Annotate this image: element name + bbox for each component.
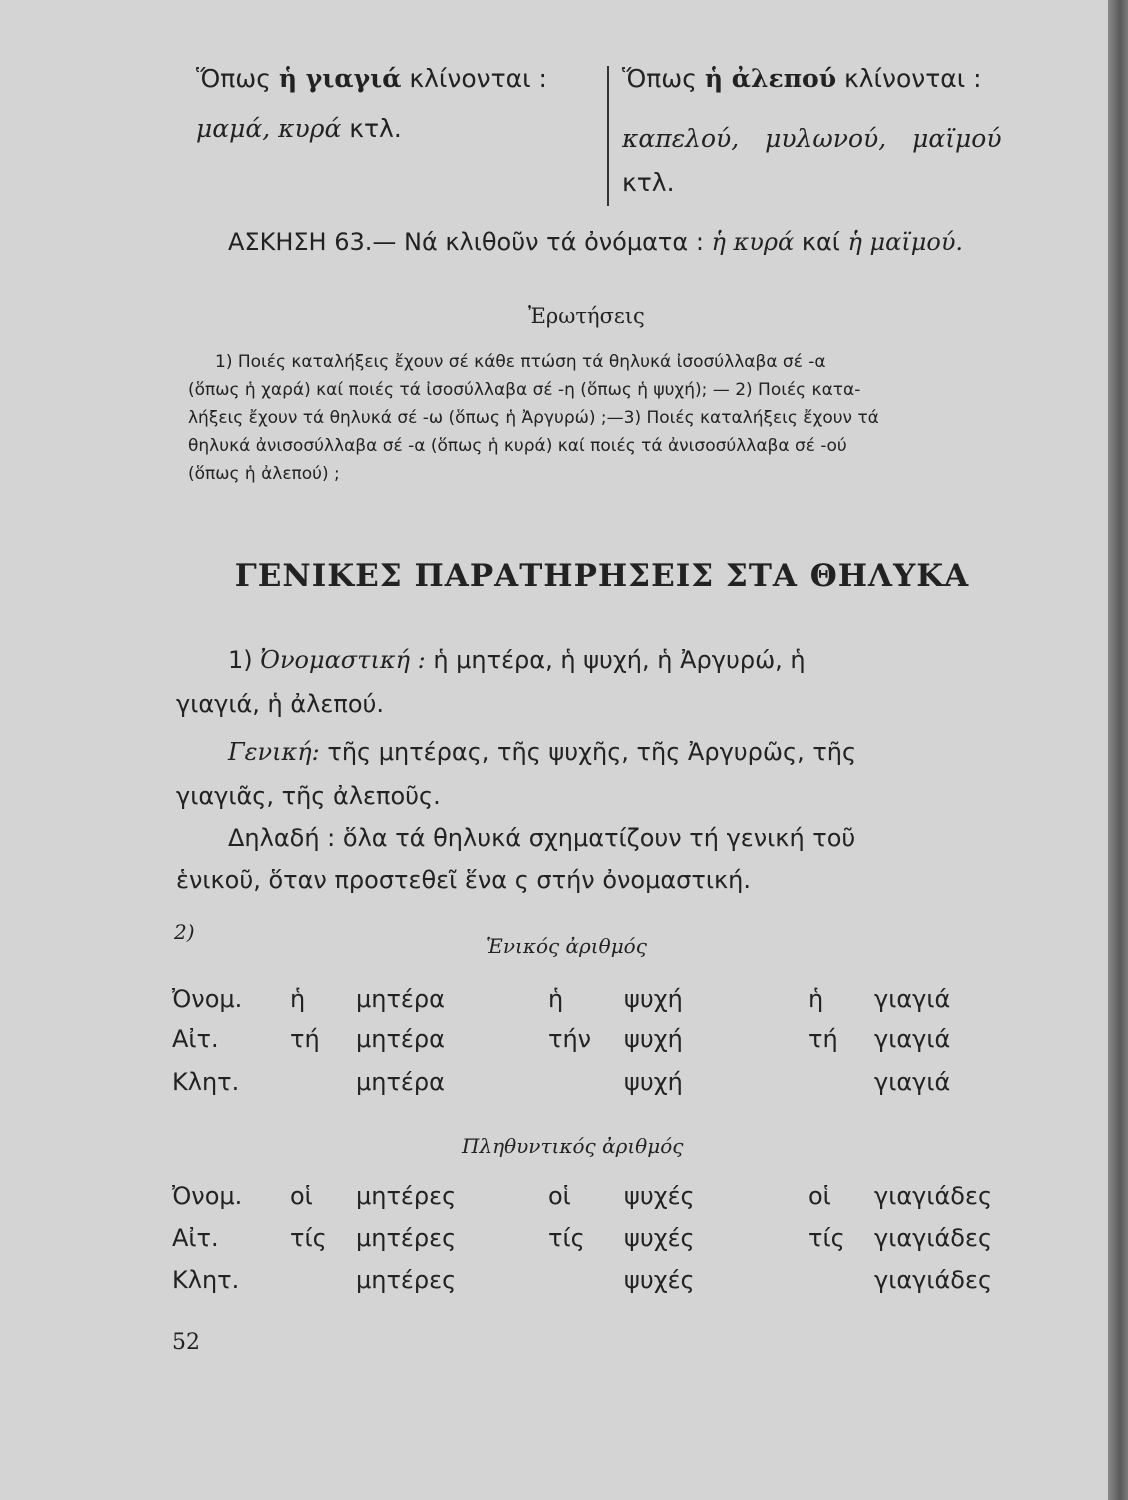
question-line-5: (ὅπως ἡ ἀλεπού) ;: [188, 464, 340, 484]
table-article: ἡ: [290, 985, 306, 1013]
table-case: Αἰτ.: [172, 1224, 219, 1252]
table-noun: μητέρες: [356, 1266, 457, 1294]
table-noun: γιαγιά: [874, 1025, 951, 1053]
table-article: τίς: [290, 1224, 327, 1252]
table-article: τίς: [808, 1224, 845, 1252]
table-noun: ψυχή: [624, 1068, 683, 1096]
top-right-line3: κτλ.: [622, 168, 675, 197]
table-article: τήν: [548, 1025, 592, 1053]
table-case: Ὀνομ.: [172, 985, 243, 1013]
questions-title: Ἐρωτήσεις: [528, 304, 645, 328]
question-line-3: λήξεις ἔχουν τά θηλυκά σέ -ω (ὅπως ἡ Ἀργυρώ) ;—3) Ποιές καταλήξεις ἔχουν τά: [188, 408, 879, 428]
top-right-line2: καπελού, μυλωνού, μαϊμού: [622, 124, 1002, 153]
table-noun: μητέρες: [356, 1224, 457, 1252]
book-binding: [1108, 0, 1128, 1500]
nominative-line2: γιαγιά, ἡ ἀλεπού.: [176, 690, 385, 718]
table-article: τή: [808, 1025, 838, 1053]
table-noun: ψυχές: [624, 1266, 695, 1294]
conclusion-line1: Δηλαδή : ὅλα τά θηλυκά σχηματίζουν τή γενική τοῦ: [228, 824, 856, 852]
table-noun: μητέρα: [356, 1025, 445, 1053]
genitive-line2: γιαγιᾶς, τῆς ἀλεποῦς.: [176, 782, 441, 810]
table-noun: γιαγιάδες: [874, 1182, 993, 1210]
genitive-line1: Γενική: τῆς μητέρας, τῆς ψυχῆς, τῆς Ἀργυρῶς, τῆς: [228, 738, 857, 766]
table-article: ἡ: [548, 985, 564, 1013]
table-noun: γιαγιά: [874, 1068, 951, 1096]
table-noun: ψυχή: [624, 985, 683, 1013]
table-case: Κλητ.: [172, 1068, 240, 1096]
question-line-4: θηλυκά ἀνισοσύλλαβα σέ -α (ὅπως ἡ κυρά) καί ποιές τά ἀνισοσύλλαβα σέ -ού: [188, 436, 847, 456]
table-noun: γιαγιά: [874, 985, 951, 1013]
table-case: Ὀνομ.: [172, 1182, 243, 1210]
table-article: τίς: [548, 1224, 585, 1252]
section-heading: ΓΕΝΙΚΕΣ ΠΑΡΑΤΗΡΗΣΕΙΣ ΣΤΑ ΘΗΛΥΚΑ: [234, 558, 970, 594]
singular-title: Ἑνικός ἀριθμός: [486, 934, 647, 958]
table-noun: ψυχές: [624, 1224, 695, 1252]
page-number: 52: [172, 1330, 200, 1355]
column-divider: [607, 66, 609, 206]
top-left-line2: μαμά, κυρά κτλ.: [196, 114, 402, 143]
table-noun: μητέρα: [356, 1068, 445, 1096]
conclusion-line2: ἑνικοῦ, ὅταν προστεθεῖ ἕνα ς στήν ὀνομαστική.: [176, 866, 751, 894]
nominative-line1: 1) Ὀνομαστική : ἡ μητέρα, ἡ ψυχή, ἡ Ἀργυρώ, ἡ: [228, 646, 806, 674]
plural-title: Πληθυντικός ἀριθμός: [462, 1134, 684, 1158]
table-article: οἱ: [808, 1182, 831, 1210]
table-article: ἡ: [808, 985, 824, 1013]
top-left-line1: Ὅπως ἡ γιαγιά κλίνονται :: [196, 64, 547, 93]
exercise-63: ΑΣΚΗΣΗ 63.— Νά κλιθοῦν τά ὀνόματα : ἡ κυρά καί ἡ μαϊμού.: [228, 228, 964, 256]
table-case: Αἰτ.: [172, 1025, 219, 1053]
table-noun: ψυχή: [624, 1025, 683, 1053]
question-line-1: 1) Ποιές καταλήξεις ἔχουν σέ κάθε πτώση τά θηλυκά ἰσοσύλλαβα σέ -α: [215, 352, 826, 372]
table-noun: γιαγιάδες: [874, 1224, 993, 1252]
table-article: οἱ: [290, 1182, 313, 1210]
table-noun: ψυχές: [624, 1182, 695, 1210]
question-line-2: (ὅπως ἡ χαρά) καί ποιές τά ἰσοσύλλαβα σέ -η (ὅπως ἡ ψυχή); — 2) Ποιές κατα-: [188, 380, 861, 400]
top-right-line1: Ὅπως ἡ ἀλεπού κλίνονται :: [622, 64, 982, 93]
table-number: 2): [174, 920, 195, 944]
table-article: τή: [290, 1025, 320, 1053]
table-noun: γιαγιάδες: [874, 1266, 993, 1294]
table-noun: μητέρα: [356, 985, 445, 1013]
table-case: Κλητ.: [172, 1266, 240, 1294]
table-noun: μητέρες: [356, 1182, 457, 1210]
table-article: οἱ: [548, 1182, 571, 1210]
